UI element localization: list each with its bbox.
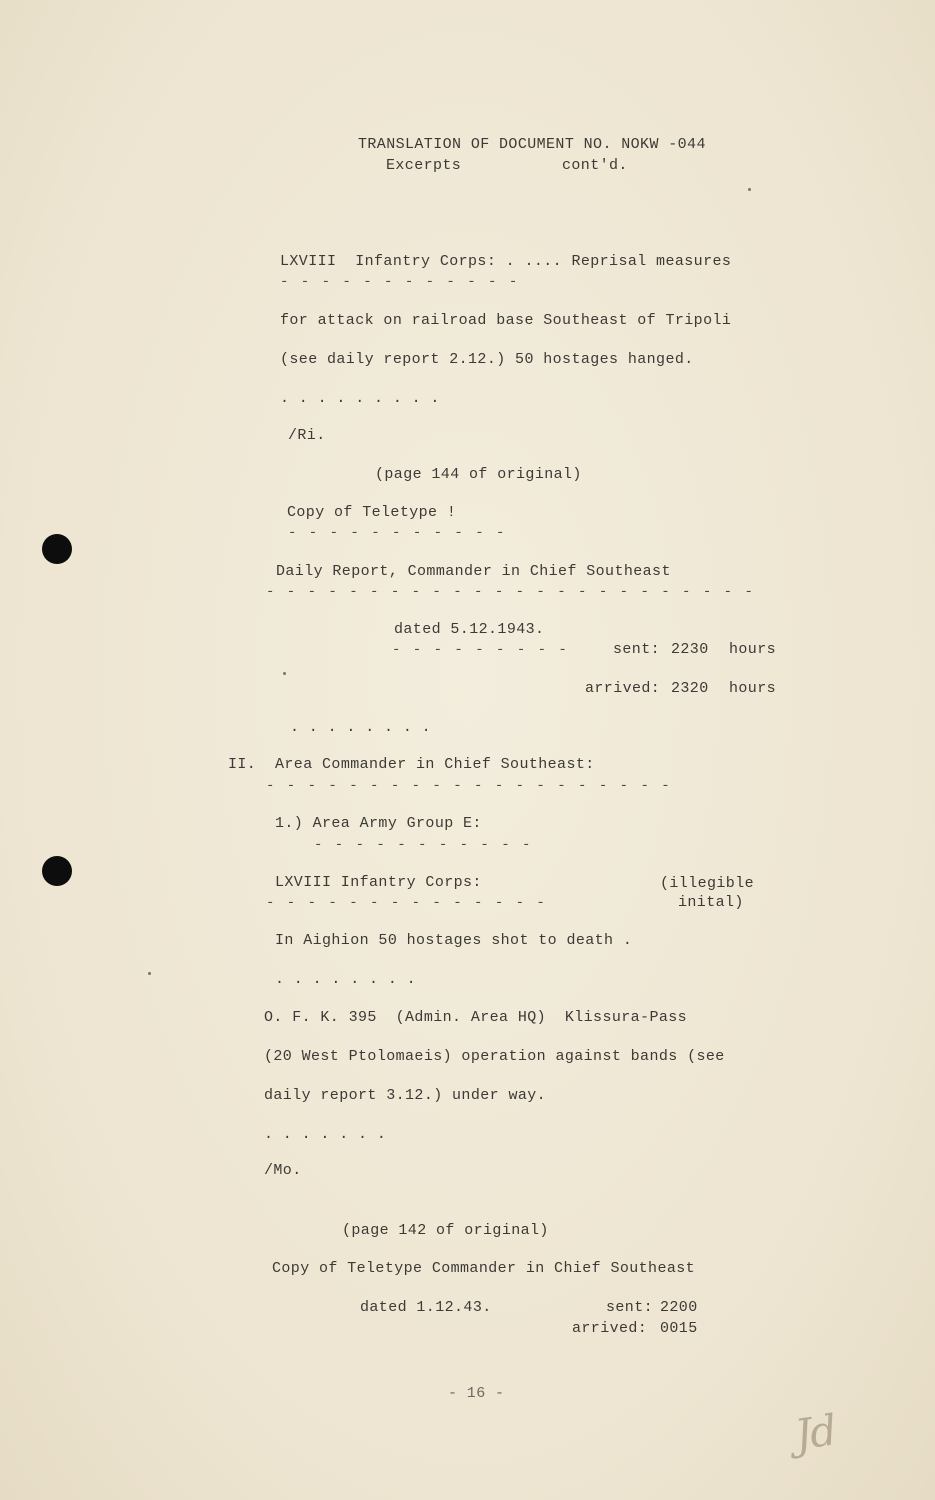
underline: - - - - - - - - - - - <box>288 525 507 541</box>
sent-value-2: 2200 <box>660 1299 698 1316</box>
excerpts-label: Excerpts <box>386 157 462 174</box>
copy-of-teletype-commander: Copy of Teletype Commander in Chief Southeast <box>272 1260 696 1277</box>
handwritten-initials: Jd <box>791 1405 838 1460</box>
illegible-initial-line2: inital) <box>678 894 744 911</box>
railroad-attack-line: for attack on railroad base Southeast of Tripoli <box>280 312 732 329</box>
document-title: TRANSLATION OF DOCUMENT NO. NOKW -044 <box>358 136 706 153</box>
corps-heading: LXVIII Infantry Corps: <box>275 874 482 891</box>
corps-reprisal-line: LXVIII Infantry Corps: . .... Reprisal measures <box>280 253 732 270</box>
paper-speck <box>283 672 286 675</box>
ofk-line-1: O. F. K. 395 (Admin. Area HQ) Klissura-Pass <box>264 1009 688 1026</box>
ellipsis-dots: . . . . . . . . <box>290 719 432 736</box>
ellipsis-dots: . . . . . . . . <box>275 971 417 988</box>
aighion-line: In Aighion 50 hostages shot to death . <box>275 932 633 949</box>
ofk-line-2: (20 West Ptolomaeis) operation against bands (see <box>264 1048 725 1065</box>
punch-hole-lower <box>42 856 72 886</box>
arrived-label: arrived: <box>585 680 661 697</box>
underline: - - - - - - - - - - - - - - - - - - - - <box>266 778 672 794</box>
ellipsis-dots: . . . . . . . . . <box>280 390 440 407</box>
sent-unit: hours <box>729 641 777 658</box>
page-number: - 16 - <box>448 1385 505 1402</box>
signoff-mo: /Mo. <box>264 1162 302 1179</box>
copy-of-teletype: Copy of Teletype ! <box>287 504 457 521</box>
arrived-value: 2320 <box>671 680 709 697</box>
contd-label: cont'd. <box>562 157 628 174</box>
signoff-ri: /Ri. <box>288 427 326 444</box>
underline: - - - - - - - - - - - - - - - - - - - - - - - - <box>266 584 755 600</box>
underline: - - - - - - - - - <box>392 642 569 658</box>
underline: - - - - - - - - - - - - <box>280 274 520 290</box>
arrived-unit: hours <box>729 680 777 697</box>
arrived-value-2: 0015 <box>660 1320 698 1337</box>
illegible-initial-line1: (illegible <box>660 875 755 892</box>
area-commander-heading: II. Area Commander in Chief Southeast: <box>228 756 595 773</box>
page-reference-144: (page 144 of original) <box>375 466 582 483</box>
hostages-hanged-line: (see daily report 2.12.) 50 hostages hanged. <box>280 351 694 368</box>
sent-value: 2230 <box>671 641 709 658</box>
sent-label-2: sent: <box>606 1299 654 1316</box>
underline: - - - - - - - - - - - <box>314 837 533 853</box>
daily-report-heading: Daily Report, Commander in Chief Southeast <box>276 563 671 580</box>
dated-1-12-43: dated 1.12.43. <box>360 1299 492 1316</box>
army-group-e: 1.) Area Army Group E: <box>275 815 482 832</box>
punch-hole-upper <box>42 534 72 564</box>
page-reference-142: (page 142 of original) <box>342 1222 549 1239</box>
underline: - - - - - - - - - - - - - - <box>266 895 547 911</box>
dated-5-12-1943: dated 5.12.1943. <box>394 621 545 638</box>
ofk-line-3: daily report 3.12.) under way. <box>264 1087 547 1104</box>
arrived-label-2: arrived: <box>572 1320 648 1337</box>
paper-speck <box>748 188 751 191</box>
sent-label: sent: <box>613 641 661 658</box>
paper-speck <box>148 972 151 975</box>
ellipsis-dots: . . . . . . . <box>264 1126 387 1143</box>
